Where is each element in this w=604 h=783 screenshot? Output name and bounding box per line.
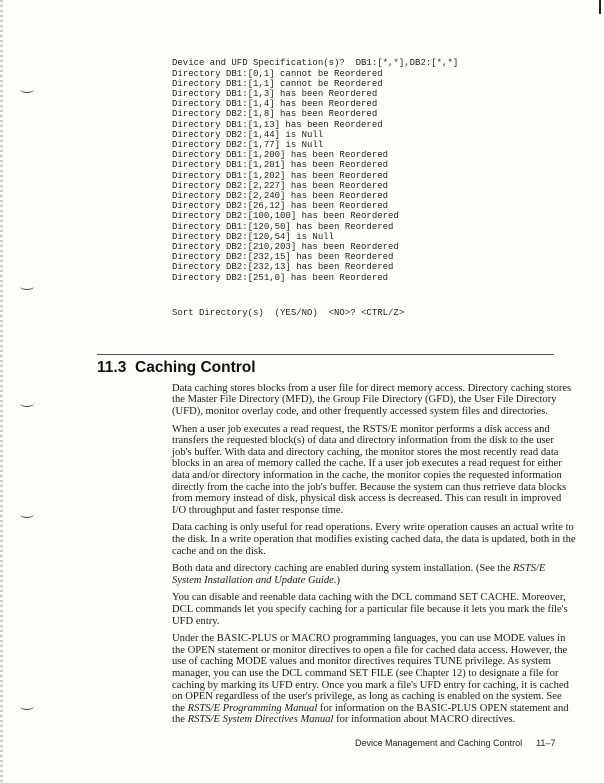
terminal-line: Directory DB1:[1,200] has been Reordered <box>172 150 389 161</box>
terminal-line: Directory DB2:[210,203] has been Reordered <box>172 242 399 253</box>
text: ) <box>336 574 341 586</box>
terminal-line: Directory DB2:[1,44] is Null <box>172 129 324 140</box>
text: for information about MACRO directives. <box>333 714 516 726</box>
terminal-line: Directory DB2:[2,240] has been Reordered <box>172 191 389 202</box>
paragraph: You can disable and reenable data caching with the DCL command SET CACHE. Moreover, DCL commands let you specify caching for a particular file because it lets you mark the file's UFD entry. <box>172 592 568 627</box>
terminal-line: Directory DB2:[1,77] is Null <box>172 140 324 151</box>
section-rule <box>97 354 554 355</box>
book-title: RSTS/E System Installation and Update Guide. <box>172 563 546 586</box>
terminal-line: Directory DB2:[1,8] has been Reordered <box>172 109 378 120</box>
terminal-line: Directory DB1:[1,4] has been Reordered <box>172 99 378 110</box>
terminal-line: Directory DB2:[120,54] is Null <box>172 231 335 242</box>
section-title: Caching Control <box>135 358 256 376</box>
terminal-line: Directory DB2:[2,227] has been Reordered <box>172 180 389 191</box>
page-number: 11–7 <box>536 737 556 748</box>
terminal-line: Directory DB1:[1,201] has been Reordered <box>172 160 389 171</box>
terminal-line: Directory DB1:[1,1] cannot be Reordered <box>172 78 383 89</box>
section-number: 11.3 <box>97 358 127 376</box>
body-text <box>172 383 576 726</box>
terminal-line: Directory DB2:[232,13] has been Reordered <box>172 262 394 273</box>
terminal-line: Directory DB2:[251,0] has been Reordered <box>172 272 389 283</box>
paragraph: When a user job executes a read request, the RSTS/E monitor performs a disk access and transfers the requested block(s) of data and directory information from the disk to the user job's buffer. With data and directory caching, the monitor stores the most recently read data blocks in an area of memory called the cache. If a user job executes a read request for either data and/or directory information in the cache, the monitor copies the requested information directly from the cache into the job's buffer. Because the system can thus retrieve data blocks from memory instead of disk, physical disk access is decreased. This can result in improved I/O throughput and faster response time. <box>172 423 567 516</box>
paragraph <box>172 563 576 586</box>
text: for information on the BASIC-PLUS OPEN statement and the <box>172 702 569 726</box>
section-heading <box>97 359 604 377</box>
paragraph: Data caching is only useful for read operations. Every write operation causes an actual write to the disk. In a write operation that modifies existing cached data, the data is updated, both in the cache and on the disk. <box>172 522 576 557</box>
text: Both data and directory caching are enabled during system installation. (See the <box>172 563 513 575</box>
page-footer <box>355 738 604 759</box>
terminal-line: Directory DB1:[1,202] has been Reordered <box>172 170 389 181</box>
paragraph: Data caching stores blocks from a user file for direct memory access. Directory caching stores the Master File Directory (MFD), the Group File Directory (GFD), the User File Directory (UFD), monitor overlay code, and other frequently accessed system files and directories. <box>172 382 572 418</box>
book-title: RSTS/E Programming Manual <box>187 702 318 714</box>
terminal-line: Directory DB1:[1,13] has been Reordered <box>172 119 383 130</box>
terminal-line: Directory DB2:[100,100] has been Reordered <box>172 211 399 222</box>
book-title: RSTS/E System Directives Manual <box>187 714 334 726</box>
text: Under the BASIC-PLUS or MACRO programming languages, you can use MODE values in the OPEN statement or monitor directives to open a file for cached data access. However, the use of caching MODE values and monitor directives requires TUNE privilege. As system manager, you can use the DCL command SET FILE (see Chapter 12) to designate a file for caching by marking its UFD entry. Once you mark a file's UFD entry for caching, it is cached on OPEN regardless of the user's privilege, as long as caching is enabled on the system. See the <box>172 633 569 714</box>
terminal-lines <box>172 58 604 282</box>
footer-chapter-title: Device Management and Caching Control <box>355 737 523 748</box>
terminal-line: Directory DB1:[0,1] cannot be Reordered <box>172 68 383 79</box>
terminal-line: Directory DB2:[26,12] has been Reordered <box>172 201 389 212</box>
terminal-line: Device and UFD Specification(s)? DB1:[*,*],DB2:[*,*] <box>172 58 459 69</box>
terminal-line: Directory DB1:[1,3] has been Reordered <box>172 89 378 100</box>
paragraph <box>172 633 576 726</box>
sort-prompt: Sort Directory(s) (YES/NO) <NO>? <CTRL/Z> <box>172 308 405 319</box>
terminal-output <box>172 38 604 339</box>
terminal-line: Directory DB2:[232,15] has been Reordered <box>172 252 394 263</box>
terminal-line: Directory DB1:[120,50] has been Reordered <box>172 221 394 232</box>
